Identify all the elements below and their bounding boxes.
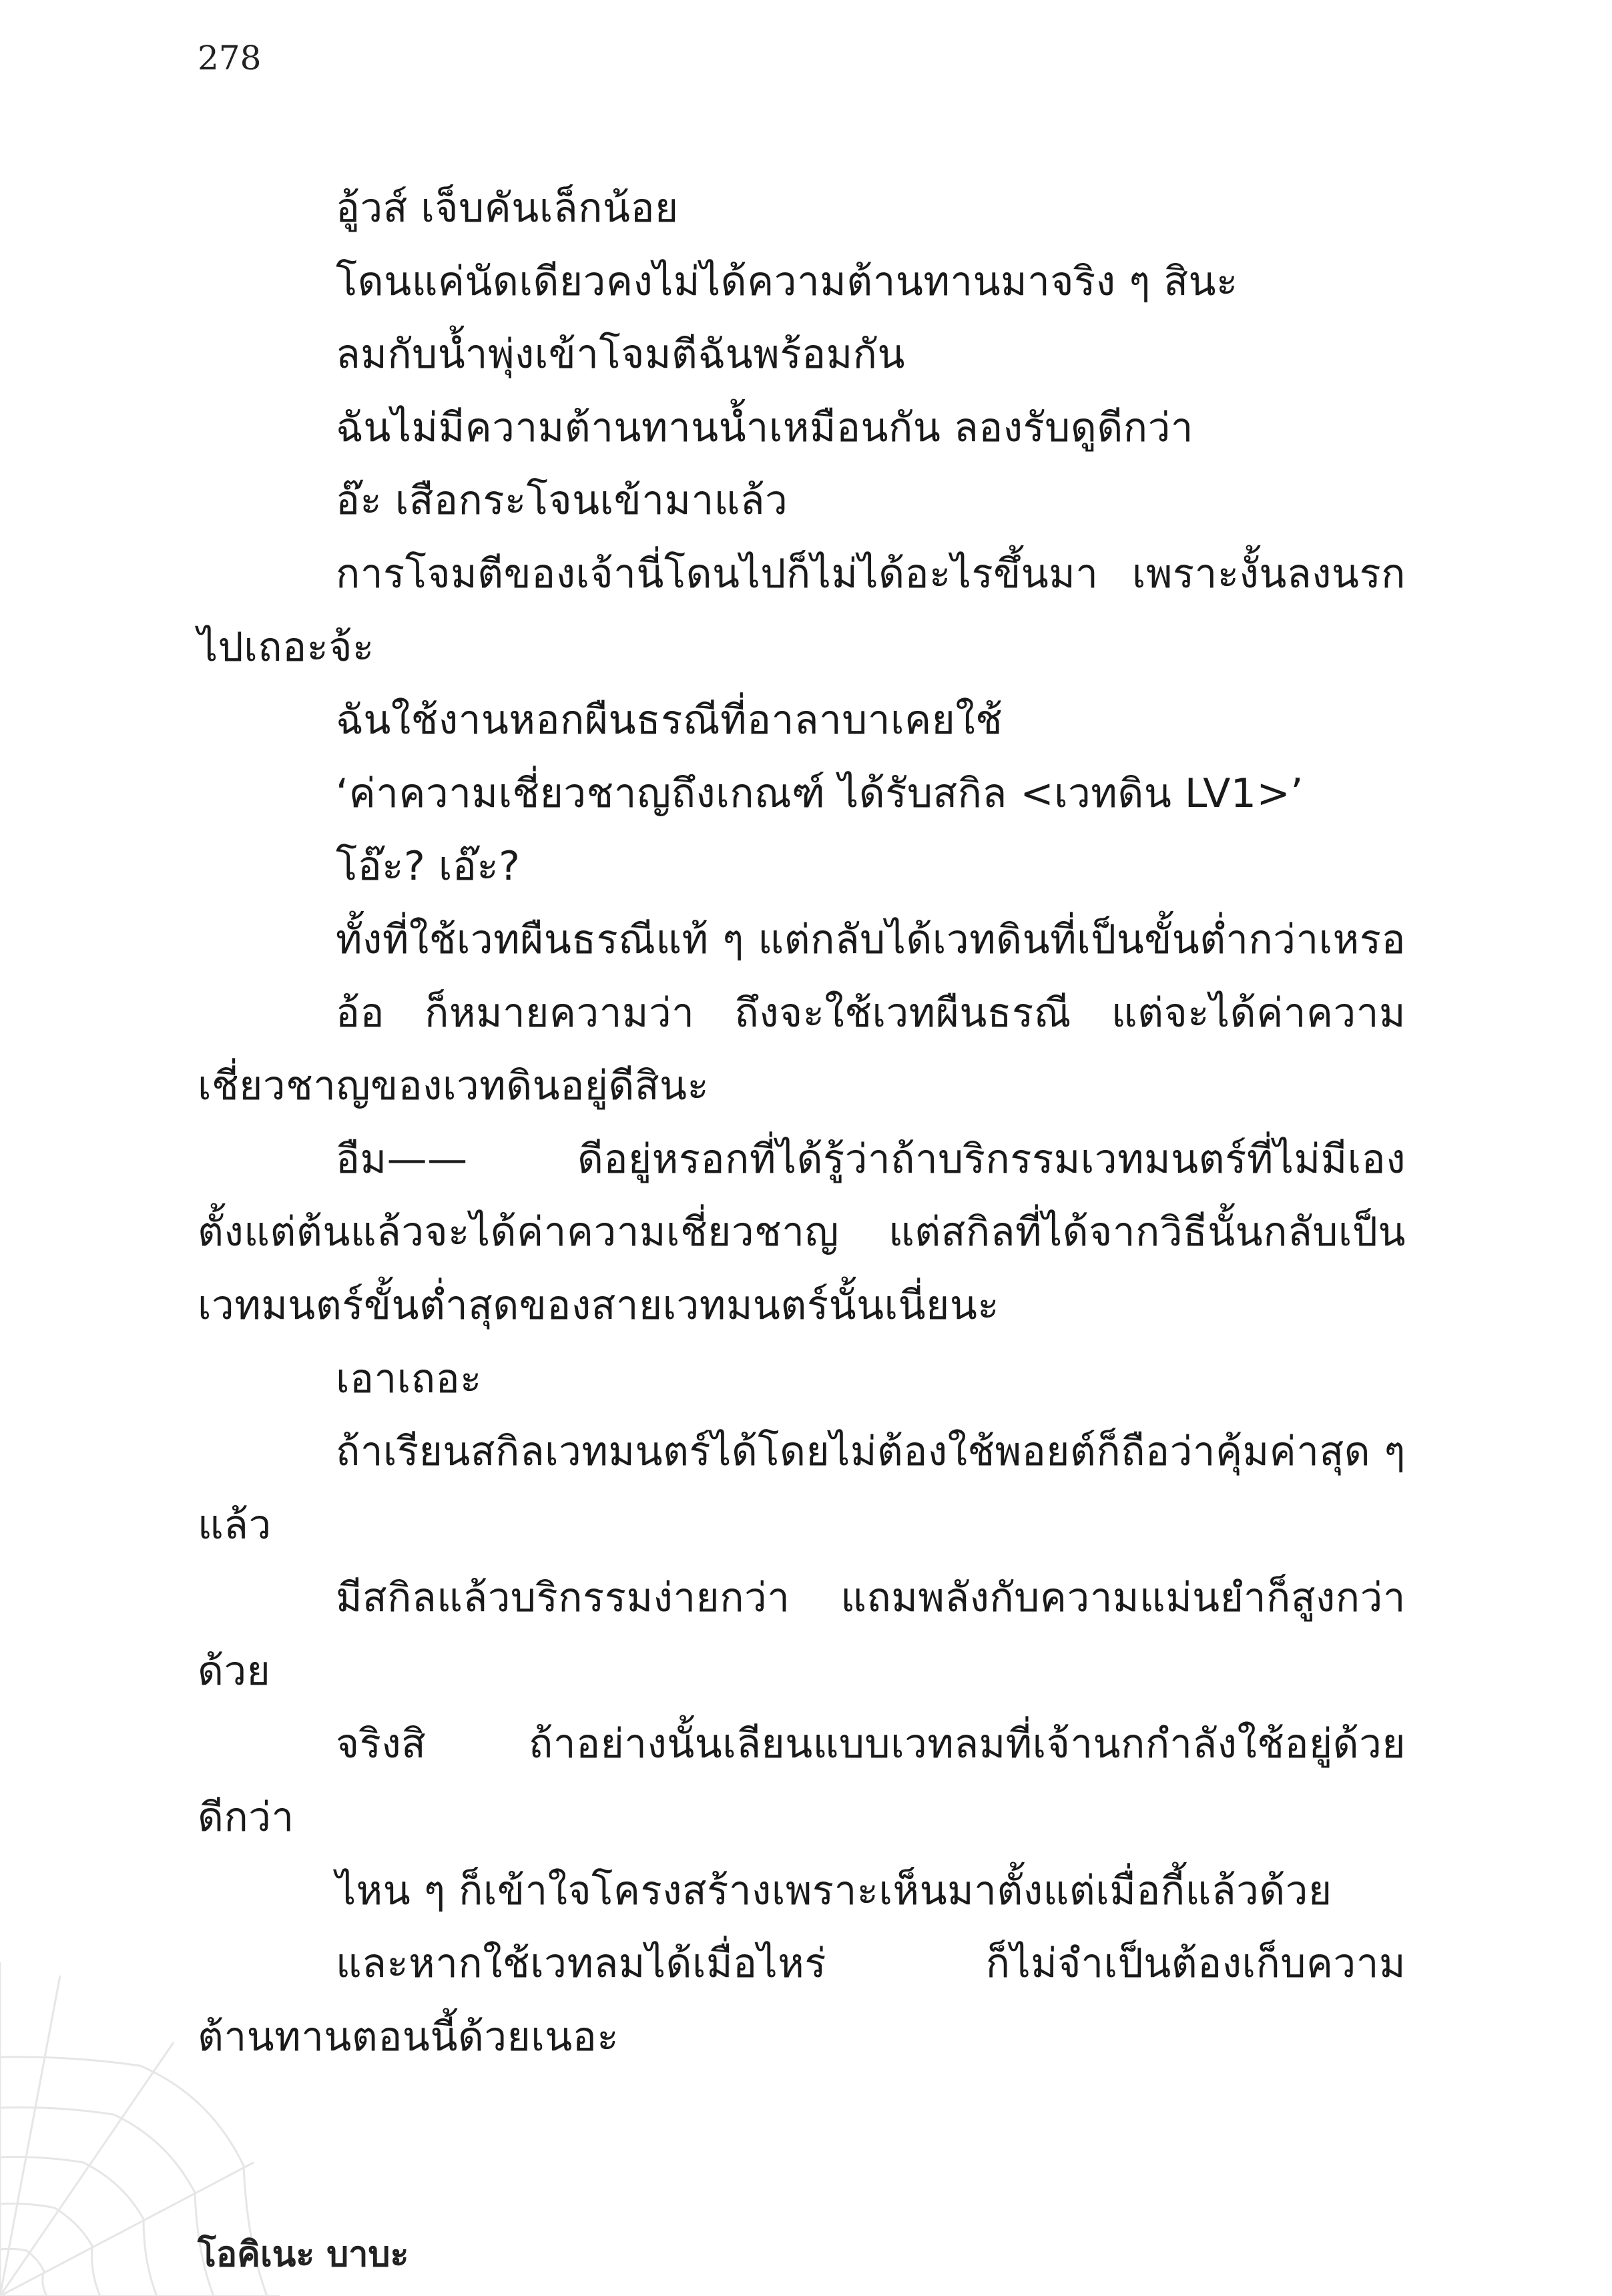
paragraph-line: ตั้งแต่ต้นแล้วจะได้ค่าความเชี่ยวชาญ แต่สกิลที่ได้จากวิธีนั้นกลับเป็น bbox=[198, 1209, 1406, 1256]
body-text bbox=[198, 172, 1406, 2074]
paragraph-line: โอ๊ะ? เอ๊ะ? bbox=[336, 843, 521, 890]
paragraph-line: ดีกว่า bbox=[198, 1794, 294, 1841]
paragraph-line: ฉันใช้งานหอกผืนธรณีที่อาลาบาเคยใช้ bbox=[336, 697, 1003, 744]
paragraph-line: ต้านทานตอนนี้ด้วยเนอะ bbox=[198, 2013, 619, 2060]
paragraph-line: เวทมนตร์ขั้นต่ำสุดของสายเวทมนตร์นั้นเนี่ยนะ bbox=[198, 1281, 1000, 1329]
paragraph-line: อ๊ะ เสือกระโจนเข้ามาแล้ว bbox=[336, 477, 788, 525]
paragraph-line: ถ้าเรียนสกิลเวทมนตร์ได้โดยไม่ต้องใช้พอยต์ก็ถือว่าคุ้มค่าสุด ๆ bbox=[336, 1428, 1406, 1476]
paragraph-line: ลมกับน้ำพุ่งเข้าโจมตีฉันพร้อมกัน bbox=[336, 331, 905, 378]
paragraph-line: อ้อ ก็หมายความว่า ถึงจะใช้เวทผืนธรณี แต่จะได้ค่าความ bbox=[336, 989, 1406, 1037]
footer-author-name: โอคิเนะ บาบะ bbox=[198, 2235, 409, 2275]
paragraph-line: ไปเถอะจ้ะ bbox=[198, 623, 374, 671]
paragraph-line: ไหน ๆ ก็เข้าใจโครงสร้างเพราะเห็นมาตั้งแต่เมื่อกี้แล้วด้วย bbox=[336, 1867, 1332, 1914]
paragraph-line: จริงสิ ถ้าอย่างนั้นเลียนแบบเวทลมที่เจ้านกกำลังใช้อยู่ด้วย bbox=[336, 1721, 1406, 1768]
paragraph-line: ด้วย bbox=[198, 1647, 271, 1695]
page-number: 278 bbox=[198, 39, 262, 77]
paragraph-line: เอาเถอะ bbox=[336, 1355, 482, 1402]
paragraph-line: มีสกิลแล้วบริกรรมง่ายกว่า แถมพลังกับความแม่นยำก็สูงกว่า bbox=[336, 1574, 1406, 1622]
paragraph-line: อู้วส์ เจ็บคันเล็กน้อย bbox=[336, 185, 679, 232]
paragraph-line: ฉันไม่มีความต้านทานน้ำเหมือนกัน ลองรับดูดีกว่า bbox=[336, 404, 1193, 451]
paragraph-line: เชี่ยวชาญของเวทดินอยู่ดีสินะ bbox=[198, 1063, 710, 1110]
paragraph-line: โดนแค่นัดเดียวคงไม่ได้ความต้านทานมาจริง ๆ สินะ bbox=[336, 258, 1238, 305]
paragraph-line: การโจมตีของเจ้านี่โดนไปก็ไม่ได้อะไรขึ้นมา เพราะงั้นลงนรก bbox=[336, 550, 1406, 597]
paragraph-line: และหากใช้เวทลมได้เมื่อไหร่ ก็ไม่จำเป็นต้องเก็บความ bbox=[336, 1940, 1406, 1988]
paragraph-line: ทั้งที่ใช้เวทผืนธรณีแท้ ๆ แต่กลับได้เวทดินที่เป็นขั้นต่ำกว่าเหรอ bbox=[336, 916, 1406, 963]
paragraph-line: แล้ว bbox=[198, 1501, 272, 1548]
paragraph-line: อืม—— ดีอยู่หรอกที่ได้รู้ว่าถ้าบริกรรมเวทมนตร์ที่ไม่มีเอง bbox=[336, 1135, 1406, 1183]
paragraph-line: ‘ค่าความเชี่ยวชาญถึงเกณฑ์ ได้รับสกิล <เวทดิน LV1>’ bbox=[336, 770, 1304, 817]
